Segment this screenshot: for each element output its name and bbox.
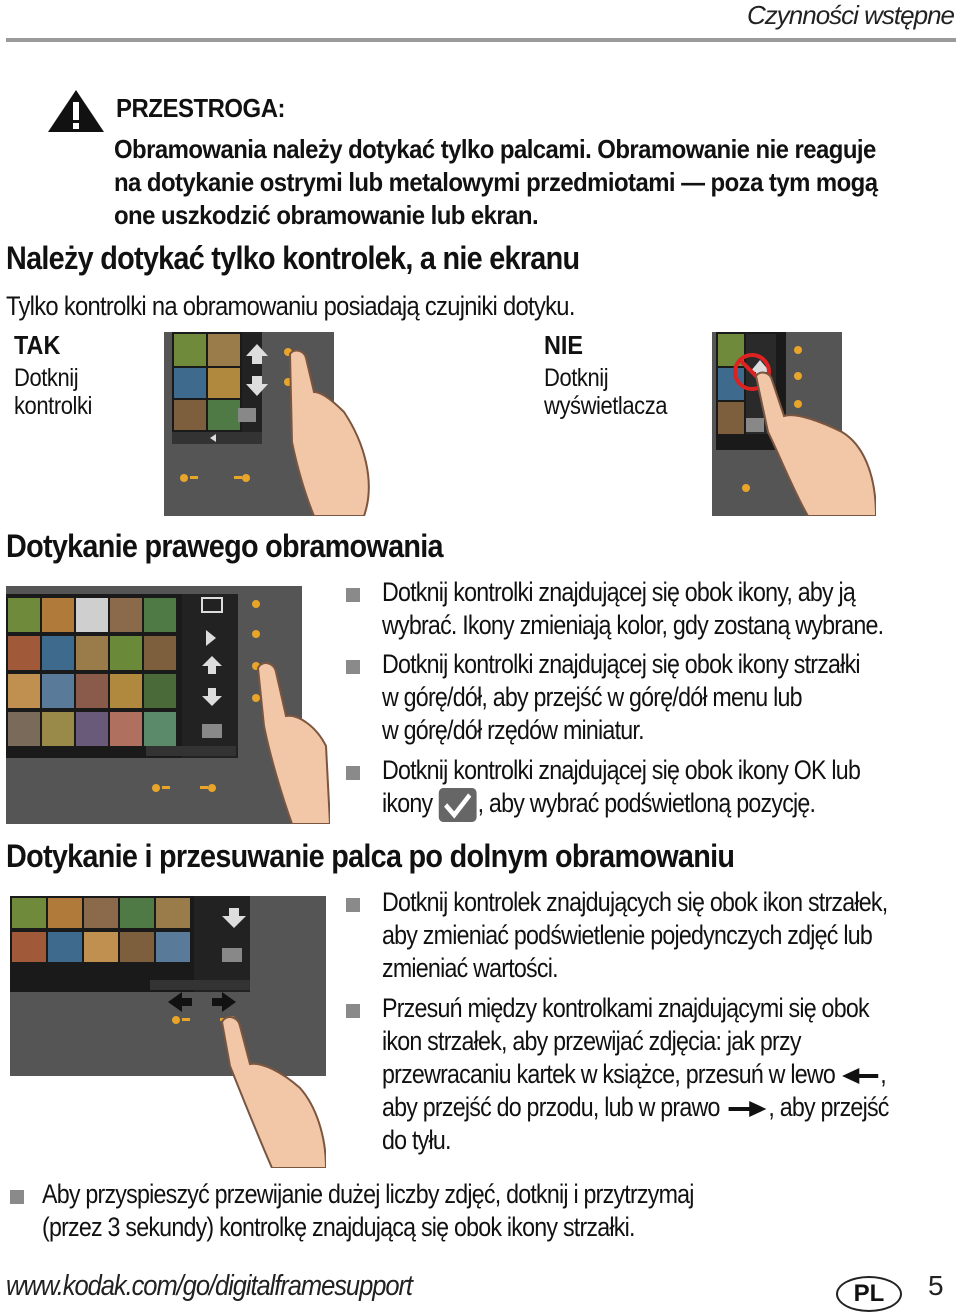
bullet-text: , aby wybrać podświetloną pozycję. — [477, 788, 816, 819]
bullet-line: w górę/dół rzędów miniatur. — [382, 715, 644, 745]
warning-icon — [46, 88, 106, 134]
bullet-swipe — [382, 992, 889, 1157]
no-caption-line: wyświetlacza — [544, 392, 668, 420]
bullet-line: zmieniać wartości. — [382, 953, 558, 983]
no-label: NIE — [544, 330, 584, 360]
bullet-line — [382, 1091, 889, 1124]
bullet-line: ikon strzałek, aby przewijać zdjęcia: jak przy — [382, 1026, 801, 1056]
bullet-marker — [346, 588, 360, 602]
arrow-right-icon — [725, 1099, 768, 1119]
section-heading-bottom-border: Dotykanie i przesuwanie palca po dolnym obramowaniu — [6, 838, 735, 874]
running-header: Czynności wstępne — [747, 0, 954, 30]
illustration-right-border — [6, 586, 330, 824]
no-caption-line: Dotknij — [544, 364, 609, 392]
bullet-line: aby zmieniać podświetlenie pojedynczych zdjęć lub — [382, 920, 872, 950]
footer-url[interactable]: www.kodak.com/go/digitalframesupport — [6, 1270, 412, 1302]
bullet-text: aby przejść do przodu, lub w prawo — [382, 1092, 720, 1122]
caution-line: Obramowania należy dotykać tylko palcami. Obramowanie nie reaguje — [114, 134, 876, 164]
caution-text — [114, 133, 942, 232]
bullet-arrow-leftright — [382, 886, 887, 985]
section-heading-touch-controls: Należy dotykać tylko kontrolek, a nie ekranu — [6, 240, 580, 276]
caution-line: one uszkodzić obramowanie lub ekran. — [114, 200, 539, 230]
bullet-select-icon — [382, 576, 883, 642]
bullet-marker — [346, 898, 360, 912]
no-caption — [544, 364, 667, 420]
bullet-marker — [10, 1190, 24, 1204]
section-intro: Tylko kontrolki na obramowaniu posiadają czujniki dotyku. — [6, 291, 575, 321]
bullet-line: Dotknij kontrolki znajdującej się obok ikony, aby ją — [382, 577, 856, 607]
illustration-touch-control — [164, 332, 376, 516]
bullet-line: Dotknij kontrolki znajdującej się obok ikony OK lub — [382, 755, 861, 785]
yes-caption-line: kontrolki — [14, 392, 92, 420]
yes-label: TAK — [14, 330, 61, 360]
bullet-line: Aby przyspieszyć przewijanie dużej liczby zdjęć, dotknij i przytrzymaj — [42, 1179, 694, 1209]
bullet-text: przewracaniu kartek w książce, przesuń w lewo — [382, 1059, 835, 1089]
yes-caption — [14, 364, 92, 420]
bullet-line: Przesuń między kontrolkami znajdującymi się obok — [382, 993, 869, 1023]
checkmark-icon — [438, 787, 478, 823]
illustration-touch-display — [712, 332, 876, 516]
bullet-line: Dotknij kontrolki znajdującej się obok ikony strzałki — [382, 649, 860, 679]
language-badge: PL — [836, 1276, 902, 1312]
caution-line: na dotykanie ostrymi lub metalowymi przedmiotami — poza tym mogą — [114, 167, 878, 197]
bullet-ok-icon — [382, 754, 860, 823]
section-heading-right-border: Dotykanie prawego obramowania — [6, 528, 443, 564]
illustration-bottom-border — [10, 896, 326, 1168]
bullet-arrow-updown — [382, 648, 860, 747]
header-rule — [6, 38, 956, 42]
bullet-line: Dotknij kontrolek znajdujących się obok ikon strzałek, — [382, 887, 888, 917]
yes-caption-line: Dotknij — [14, 364, 79, 392]
bullet-text: , aby przejść — [768, 1092, 889, 1122]
caution-title: PRZESTROGA: — [116, 93, 286, 123]
tip-hold-to-scroll — [42, 1178, 694, 1244]
bullet-line: wybrać. Ikony zmieniają kolor, gdy zostaną wybrane. — [382, 610, 884, 640]
bullet-marker — [346, 766, 360, 780]
bullet-line: (przez 3 sekundy) kontrolkę znajdującą się obok ikony strzałki. — [42, 1212, 635, 1242]
arrow-left-icon — [841, 1066, 881, 1086]
bullet-marker — [346, 1004, 360, 1018]
page-number: 5 — [928, 1270, 944, 1301]
bullet-line: do tyłu. — [382, 1125, 451, 1155]
bullet-line — [382, 787, 860, 823]
bullet-line: w górę/dół, aby przejść w górę/dół menu lub — [382, 682, 802, 712]
bullet-text: ikony — [382, 788, 433, 819]
bullet-line — [382, 1058, 889, 1091]
bullet-text: , — [880, 1059, 886, 1089]
bullet-marker — [346, 660, 360, 674]
